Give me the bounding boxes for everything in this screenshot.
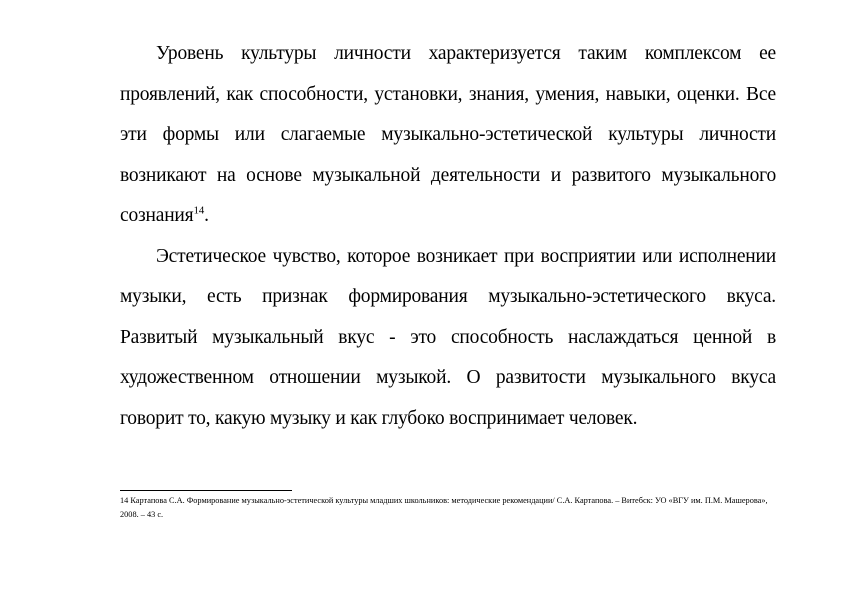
paragraph-1-text: Уровень культуры личности характеризуется таким комплексом ее проявлений, как способности, установки, знания, умения, навыки, оценки. Все эти формы или слагаемые музыкально-эстетической культуры личности возникают на основе музыкальной деятельности и развитого музыкального сознания — [120, 43, 776, 226]
paragraph-2: Эстетическое чувство, которое возникает при восприятии или исполнении музыки, есть признак формирования музыкально-эстетического вкуса. Развитый музыкальный вкус - это способность наслаждаться ценной в художественном отношении музыкой. О развитости музыкального вкуса говорит то, какую музыку и как глубоко воспринимает человек. — [120, 245, 776, 429]
paragraph-1 — [120, 34, 776, 237]
footnote-separator — [120, 490, 292, 491]
body-text — [120, 34, 776, 439]
paragraph-1-end: . — [204, 205, 209, 226]
footnote: 14 Картапова С.А. Формирование музыкально-эстетической культуры младших школьников: методические рекомендации/ С.А. Картапова. – Витебск: УО «ВГУ им. П.М. Машерова», 2008. – 43 с. — [120, 496, 768, 519]
footnote-reference: 14 — [193, 204, 205, 217]
